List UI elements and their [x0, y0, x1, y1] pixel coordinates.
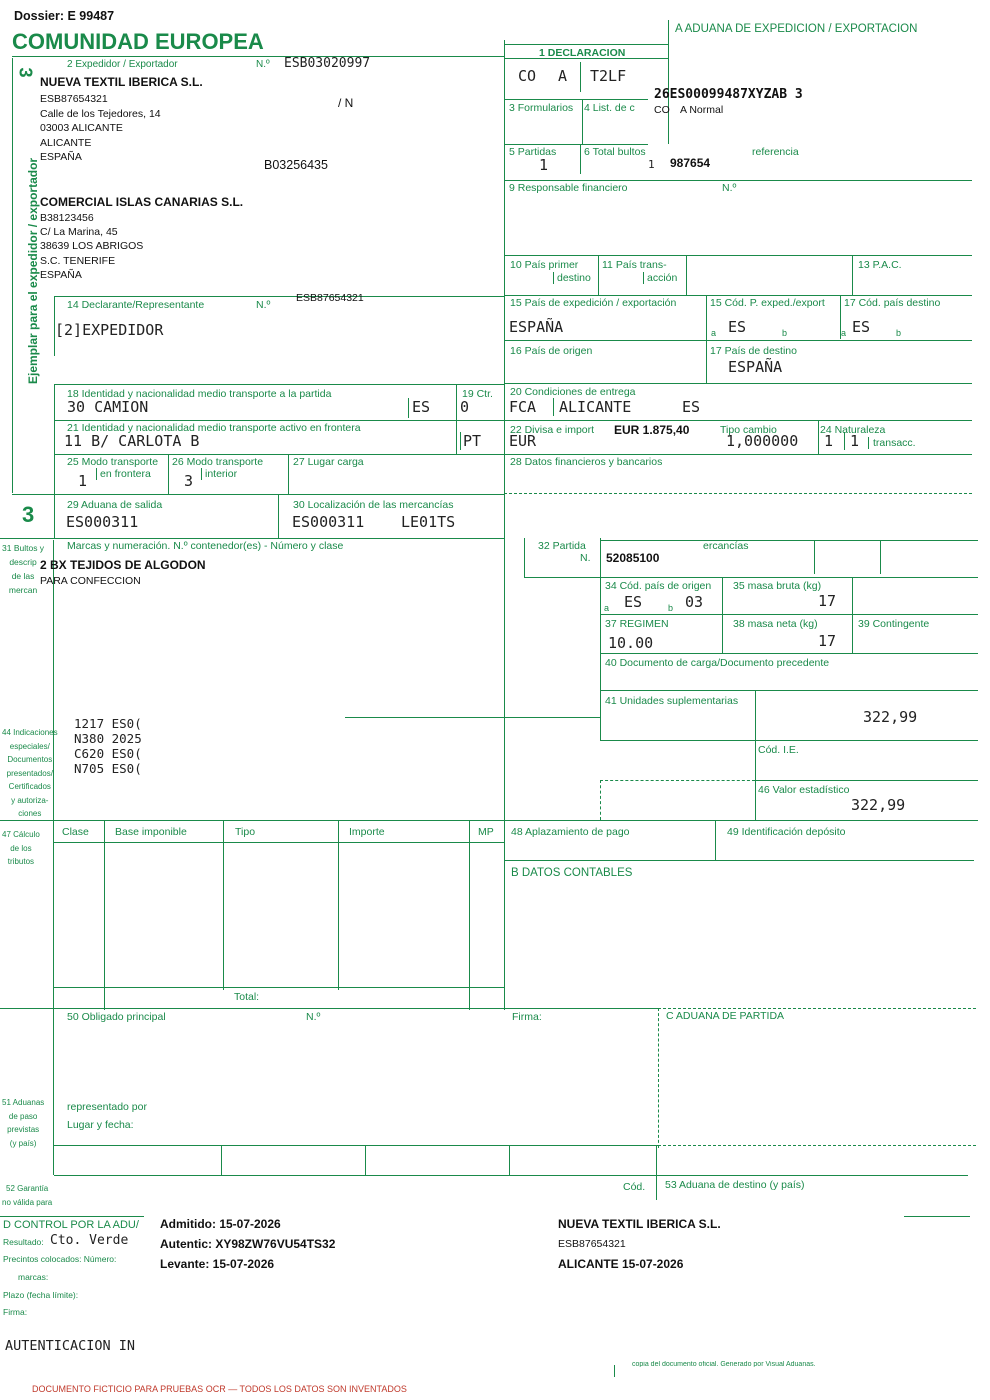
box19-value: 0	[460, 398, 470, 416]
boxD-resultado: Cto. Verde	[50, 1233, 129, 1248]
box4-label: 4 List. de c	[584, 102, 635, 114]
box1-label: 1 DECLARACION	[539, 47, 626, 59]
box39-label: 39 Contingente	[858, 618, 930, 630]
boxD-precintos: Precintos colocados: Número:	[3, 1254, 117, 1264]
box21-value: 11 B/ CARLOTA B	[64, 432, 200, 450]
box15c-a: a	[711, 328, 717, 338]
box6-value: 1	[648, 158, 655, 171]
boxC-label: C ADUANA DE PARTIDA	[666, 1010, 785, 1022]
box30-value-2: LE01TS	[401, 513, 456, 531]
box21-label: 21 Identidad y nacionalidad medio transporte activo en frontera	[67, 422, 361, 434]
box33-label: ercancías	[703, 540, 749, 552]
boxD-plazo: Plazo (fecha límite):	[3, 1290, 79, 1300]
box34-label: 34 Cód. país de origen	[605, 580, 712, 592]
box25-value: 1	[78, 472, 88, 490]
box34-b: b	[668, 603, 674, 613]
box23-value: 1,000000	[726, 432, 799, 450]
exporter-address-1: Calle de los Tejedores, 14	[40, 108, 161, 120]
box13-label: 13 P.A.C.	[858, 259, 902, 271]
signer-nif: ESB87654321	[558, 1238, 626, 1250]
box52-side-label: 52 Garantía no válida para	[2, 1184, 53, 1207]
box50-representado: representado por	[67, 1101, 147, 1113]
box24-value-2: 1	[844, 432, 859, 450]
box15c-label: 15 Cód. P. exped./export	[710, 297, 825, 309]
box18-label: 18 Identidad y nacionalidad medio transporte a la partida	[67, 388, 332, 400]
box50-lugar-fecha: Lugar y fecha:	[67, 1119, 134, 1131]
box28-label: 28 Datos financieros y bancarios	[510, 456, 663, 468]
box20-incoterm: FCA	[509, 398, 537, 416]
box11-label-b: acción	[643, 272, 677, 284]
box14-label: 14 Declarante/Representante	[67, 299, 205, 311]
box50-label: 50 Obligado principal	[67, 1011, 166, 1023]
box17-value: ESPAÑA	[728, 358, 783, 376]
goods-description-1: 2 BX TEJIDOS DE ALGODON	[40, 558, 206, 572]
box9-no-label: N.º	[722, 182, 737, 194]
box22-label: 22 Divisa e import	[510, 424, 595, 436]
commodity-code: 52085100	[606, 551, 660, 565]
exporter-name: NUEVA TEXTIL IBERICA S.L.	[40, 75, 203, 89]
box7-value: 987654	[670, 156, 711, 170]
box25-label-b: en frontera	[96, 468, 151, 480]
signer-place-date: ALICANTE 15-07-2026	[558, 1257, 684, 1271]
box2-label: 2 Expedidor / Exportador	[67, 59, 178, 70]
box34-value: ES	[624, 593, 643, 611]
goods-description-2: PARA CONFECCION	[40, 575, 141, 587]
box30-value-1: ES000311	[292, 513, 365, 531]
authentication-label: AUTENTICACION IN	[5, 1338, 136, 1354]
consignee-address-3: S.C. TENERIFE	[40, 255, 116, 267]
box50-firma: Firma:	[512, 1011, 542, 1023]
box48-label: 48 Aplazamiento de pago	[511, 826, 630, 838]
signer-name: NUEVA TEXTIL IBERICA S.L.	[558, 1217, 721, 1231]
mrn-number: 26ES00099487XYZAB 3	[654, 87, 803, 102]
box29-label: 29 Aduana de salida	[67, 499, 163, 511]
box14-no-label: N.º	[256, 299, 271, 311]
box44-documents: 1217 ES0( N380 2025 C620 ES0( N705 ES0(	[74, 716, 142, 776]
box5-value: 1	[539, 156, 549, 174]
box35-label: 35 masa bruta (kg)	[733, 580, 822, 592]
authentication-code: Autentic: XY98ZW76VU54TS32	[160, 1237, 336, 1251]
box47-col-base: Base imponible	[115, 826, 187, 838]
box32-label: 32 Partida	[538, 540, 586, 552]
boxD-marcas: marcas:	[18, 1272, 49, 1282]
box26-label: 26 Modo transporte	[172, 456, 264, 468]
box35-value: 17	[818, 592, 837, 610]
box30-label: 30 Localización de las mercancías	[293, 499, 454, 511]
box47-col-tipo: Tipo	[235, 826, 256, 838]
box26-label-b: interior	[201, 468, 237, 480]
box37-label: 37 REGIMEN	[605, 618, 669, 630]
box16-label: 16 País de origen	[510, 345, 593, 357]
boxD-resultado-label: Resultado:	[3, 1237, 44, 1247]
consignee-ref: B03256435	[264, 158, 328, 171]
exporter-address-3: ALICANTE	[40, 137, 92, 149]
box18-nationality: ES	[412, 398, 431, 416]
box24-label: 24 Naturaleza	[820, 424, 886, 436]
box1-procedure: T2LF	[590, 67, 627, 85]
copy-vertical-label: Ejemplar para el expedidor / exportador	[26, 157, 40, 384]
box17c-b: b	[896, 328, 902, 338]
box15c-b: b	[782, 328, 788, 338]
declarant-value: [2]EXPEDIDOR	[55, 321, 164, 339]
box51-side-label: 51 Aduanas de paso previstas (y país)	[2, 1098, 45, 1148]
box38-value: 17	[818, 632, 837, 650]
box25-label: 25 Modo transporte	[67, 456, 159, 468]
box15-label: 15 País de expedición / exportación	[510, 297, 677, 309]
box17c-value: ES	[852, 318, 871, 336]
box46-value: 322,99	[851, 796, 906, 814]
box20-place: ALICANTE	[553, 398, 631, 416]
box31-side-label: 31 Bultos y descrip de las mercan	[2, 543, 45, 595]
box24-label-b: transacc.	[868, 437, 916, 449]
box2-no-label: N.º	[256, 59, 270, 70]
box26-value: 3	[184, 472, 194, 490]
aduana-expedicion-label: A ADUANA DE EXPEDICION / EXPORTACION	[675, 23, 918, 35]
copy-number: 3	[22, 502, 35, 527]
copy-number-top: 3	[15, 67, 36, 78]
consignee-address-2: 38639 LOS ABRIGOS	[40, 240, 144, 252]
consignee-address-4: ESPAÑA	[40, 269, 82, 281]
box17c-label: 17 Cód. país destino	[844, 297, 941, 309]
box10-label: 10 País primer	[510, 259, 579, 271]
copy-note: copia del documento oficial. Generado por Visual Aduanas.	[632, 1361, 816, 1367]
box27-label: 27 Lugar carga	[293, 456, 364, 468]
box24-value-1: 1	[824, 432, 834, 450]
box5-label: 5 Partidas	[509, 146, 557, 158]
box23-label: Tipo cambio	[720, 424, 777, 436]
box47-total: Total:	[234, 991, 260, 1003]
box34-a: a	[604, 603, 610, 613]
box17c-a: a	[841, 328, 847, 338]
box53-label: 53 Aduana de destino (y país)	[665, 1179, 805, 1191]
box22-total: EUR 1.875,40	[614, 423, 690, 437]
box52-cod: Cód.	[623, 1181, 646, 1193]
dossier-number: Dossier: E 99487	[14, 9, 115, 23]
exporter-nif: ESB87654321	[40, 93, 108, 105]
box1-subtype: A	[558, 67, 568, 85]
box19-label: 19 Ctr.	[462, 388, 493, 400]
admitido-date: Admitido: 15-07-2026	[160, 1217, 281, 1231]
box41-label: 41 Unidades suplementarias	[605, 695, 739, 707]
box15c-value: ES	[728, 318, 747, 336]
box38-label: 38 masa neta (kg)	[733, 618, 818, 630]
box49-label: 49 Identificación depósito	[727, 826, 846, 838]
box3-label: 3 Formularios	[509, 102, 574, 114]
box34-b-value: 03	[685, 593, 704, 611]
box37-value: 10.00	[608, 634, 654, 652]
box21-nationality: PT	[460, 432, 481, 450]
exporter-address-2: 03003 ALICANTE	[40, 122, 123, 134]
box14-no-value: ESB87654321	[296, 292, 364, 304]
box3-value-2: A Normal	[680, 104, 724, 116]
box20-label: 20 Condiciones de entrega	[510, 386, 636, 398]
consignee-address-1: C/ La Marina, 45	[40, 226, 118, 238]
boxD-firma: Firma:	[3, 1307, 28, 1317]
exporter-address-4: ESPAÑA	[40, 151, 82, 163]
box17-label: 17 País de destino	[710, 345, 797, 357]
box47-col-mp: MP	[478, 826, 494, 838]
box45-label: Cód. I.E.	[758, 744, 799, 756]
box22-currency: EUR	[509, 432, 537, 450]
fictitious-disclaimer: DOCUMENTO FICTICIO PARA PRUEBAS OCR — TODOS LOS DATOS SON INVENTADOS	[32, 1384, 407, 1394]
box11-label: 11 País trans-	[602, 259, 667, 271]
box3-value-1: CO	[654, 104, 670, 116]
box18-value: 30 CAMION	[67, 398, 149, 416]
box7-label: referencia	[752, 146, 799, 158]
box44-side-label: 44 Indicaciones especiales/ Documentos presentados/ Certificados y autoriza- ciones	[2, 728, 58, 818]
box47-side-label: 47 Cálculo de los tributos	[2, 830, 40, 866]
box15-value: ESPAÑA	[509, 318, 564, 336]
boxB-label: B DATOS CONTABLES	[511, 867, 633, 879]
box2-no-value: ESB03020997	[284, 56, 371, 71]
consignee-name: COMERCIAL ISLAS CANARIAS S.L.	[40, 195, 244, 209]
box20-country: ES	[682, 398, 701, 416]
box47-col-importe: Importe	[349, 826, 385, 838]
exporter-slash: / N	[338, 96, 354, 110]
box46-label: 46 Valor estadístico	[758, 784, 850, 796]
box10-label-b: destino	[553, 272, 591, 284]
box9-label: 9 Responsable financiero	[509, 182, 628, 194]
boxD-label: D CONTROL POR LA ADU/	[3, 1219, 139, 1231]
levante-date: Levante: 15-07-2026	[160, 1257, 275, 1271]
box6-label: 6 Total bultos	[584, 146, 646, 158]
form-title: COMUNIDAD EUROPEA	[12, 29, 264, 54]
box31-label: Marcas y numeración. N.º contenedor(es) - Número y clase	[67, 540, 344, 552]
box50-no-label: N.º	[306, 1011, 321, 1023]
box32-sub: N.	[580, 552, 591, 564]
box29-value: ES000311	[66, 513, 139, 531]
box47-col-clase: Clase	[62, 826, 89, 838]
box1-type: CO	[518, 67, 537, 85]
box40-label: 40 Documento de carga/Documento precedente	[605, 657, 830, 669]
box42-value: 322,99	[863, 708, 918, 726]
consignee-nif: B38123456	[40, 212, 94, 224]
